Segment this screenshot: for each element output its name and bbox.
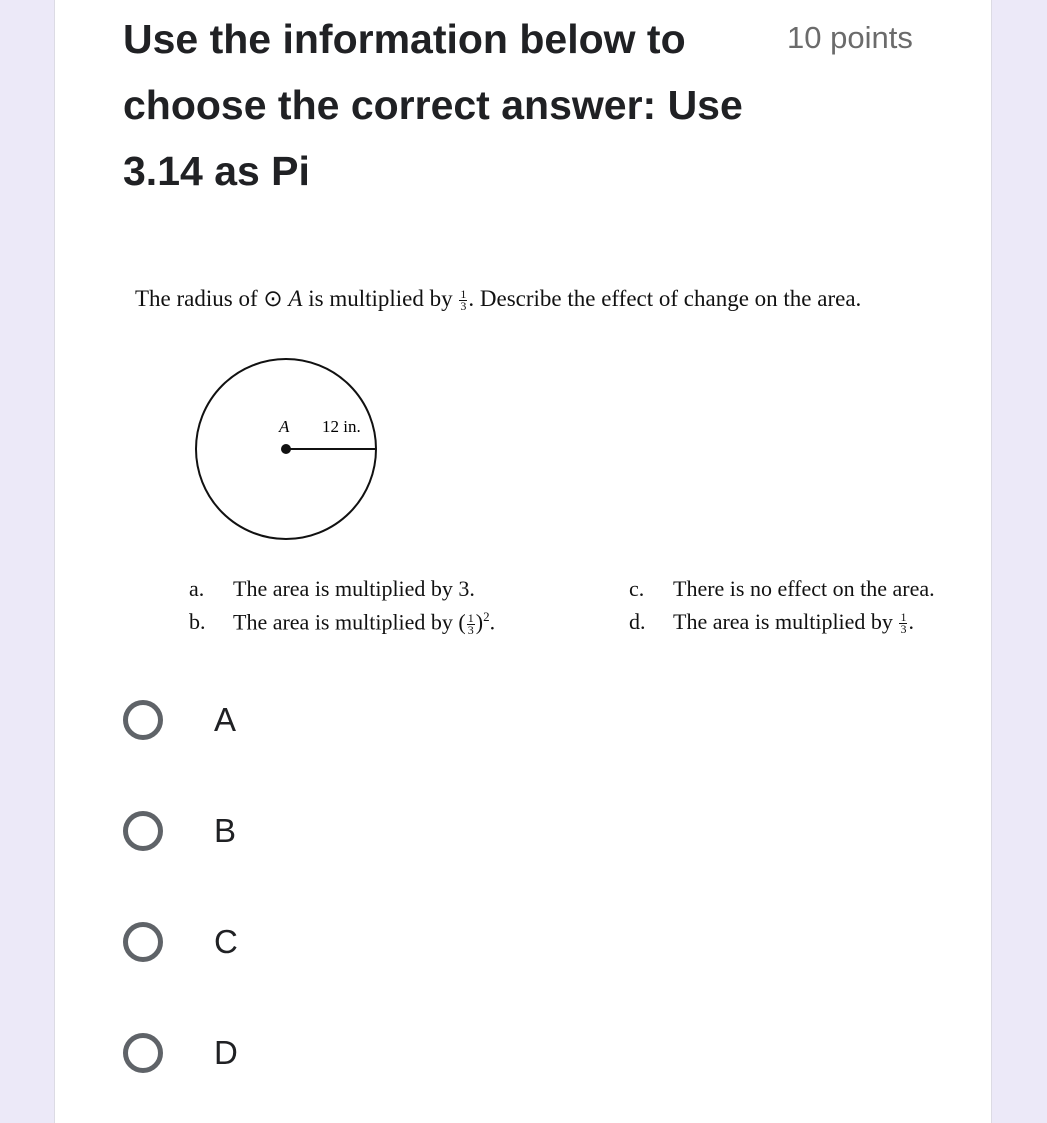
choice-letter: c. [629,576,645,601]
prompt-text-start: The radius of [135,286,264,311]
radio-button-c[interactable] [123,922,163,962]
prompt-text-mid: is multiplied by [302,286,459,311]
choice-text: The area is multiplied by [673,609,899,634]
fraction-denominator: 3 [460,299,467,314]
prompt-text-end: . Describe the effect of change on the area. [468,286,862,311]
option-d[interactable] [123,1023,423,1083]
fraction-numerator: 1 [900,610,907,625]
choice-text: The area is multiplied by ( [233,609,466,635]
choice-d [629,609,914,635]
center-point [281,444,291,454]
choice-a [189,576,475,602]
radio-button-b[interactable] [123,811,163,851]
points-label: 10 points [787,20,913,55]
circle-name: A [288,286,303,311]
fraction-denominator: 3 [900,622,907,637]
option-c[interactable] [123,912,423,972]
choice-text: The area is multiplied by 3. [233,576,475,601]
choice-exponent: 2 [483,609,490,624]
question-card [54,0,992,1123]
circle-symbol: ⊙ [263,286,283,311]
choice-letter: b. [189,609,206,635]
choice-text-paren: ) [475,609,484,635]
option-label-b: B [214,812,237,849]
radio-button-d[interactable] [123,1033,163,1073]
radius-label: 12 in. [322,417,361,436]
fraction-denominator: 3 [467,622,474,637]
choice-text: There is no effect on the area. [673,576,935,601]
choice-text-end: . [908,609,914,634]
prompt-fraction [459,289,467,312]
option-a[interactable] [123,690,423,750]
question-title: Use the information below to choose the correct answer: Use 3.14 as Pi [123,16,743,194]
option-label-a: A [214,701,237,738]
option-b[interactable] [123,801,423,861]
choice-letter: d. [629,609,646,634]
radio-button-a[interactable] [123,700,163,740]
choice-letter: a. [189,576,205,601]
center-label: A [279,417,290,436]
choice-fraction [899,612,907,635]
choice-c [629,576,935,602]
fraction-numerator: 1 [460,287,467,302]
option-label-c: C [214,923,238,960]
choice-b [189,609,495,636]
fraction-numerator: 1 [467,610,474,625]
question-image [131,272,935,652]
choice-text-end: . [489,609,496,635]
option-label-d: D [214,1034,238,1071]
choice-fraction [467,610,475,637]
image-prompt [135,286,861,312]
circle-diagram [131,352,391,552]
